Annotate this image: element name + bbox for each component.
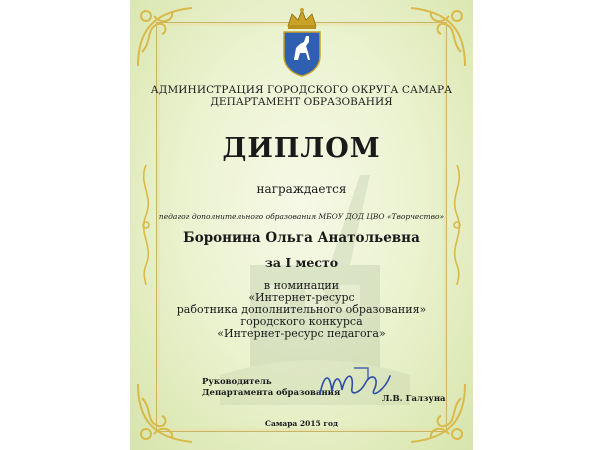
category-line: «Интернет-ресурс	[248, 291, 355, 304]
footer-place-year: Самара 2015 год	[264, 419, 338, 428]
category-line: «Интернет-ресурс педагога»	[217, 327, 386, 340]
signatory-name: Л.В. Галзуна	[382, 394, 446, 404]
corner-ornament-icon	[401, 378, 471, 448]
header-department: ДЕПАРТАМЕНТ ОБРАЗОВАНИЯ	[210, 96, 393, 108]
recipient-name: Боронина Ольга Анатольевна	[183, 230, 420, 246]
recipient-position: педагог дополнительного образования МБОУ ДОД ЦВО «Творчество»	[158, 212, 445, 221]
diploma-sheet	[130, 0, 473, 450]
signatory-role: Департамента образования	[202, 388, 341, 398]
category-line: в номинации	[263, 279, 340, 292]
signatory-role: Руководитель	[202, 377, 272, 387]
corner-ornament-icon	[132, 2, 202, 72]
awarded-label: награждается	[256, 182, 347, 196]
corner-ornament-icon	[401, 2, 471, 72]
corner-ornament-icon	[132, 378, 202, 448]
samara-coat-of-arms-icon	[278, 6, 326, 78]
diploma-title: ДИПЛОМ	[222, 133, 381, 164]
category-line: городского конкурса	[240, 315, 363, 328]
award-place: за I место	[264, 255, 339, 270]
category-line: работника дополнительного образования»	[176, 303, 427, 316]
header-administration: АДМИНИСТРАЦИЯ ГОРОДСКОГО ОКРУГА САМАРА	[150, 84, 453, 96]
